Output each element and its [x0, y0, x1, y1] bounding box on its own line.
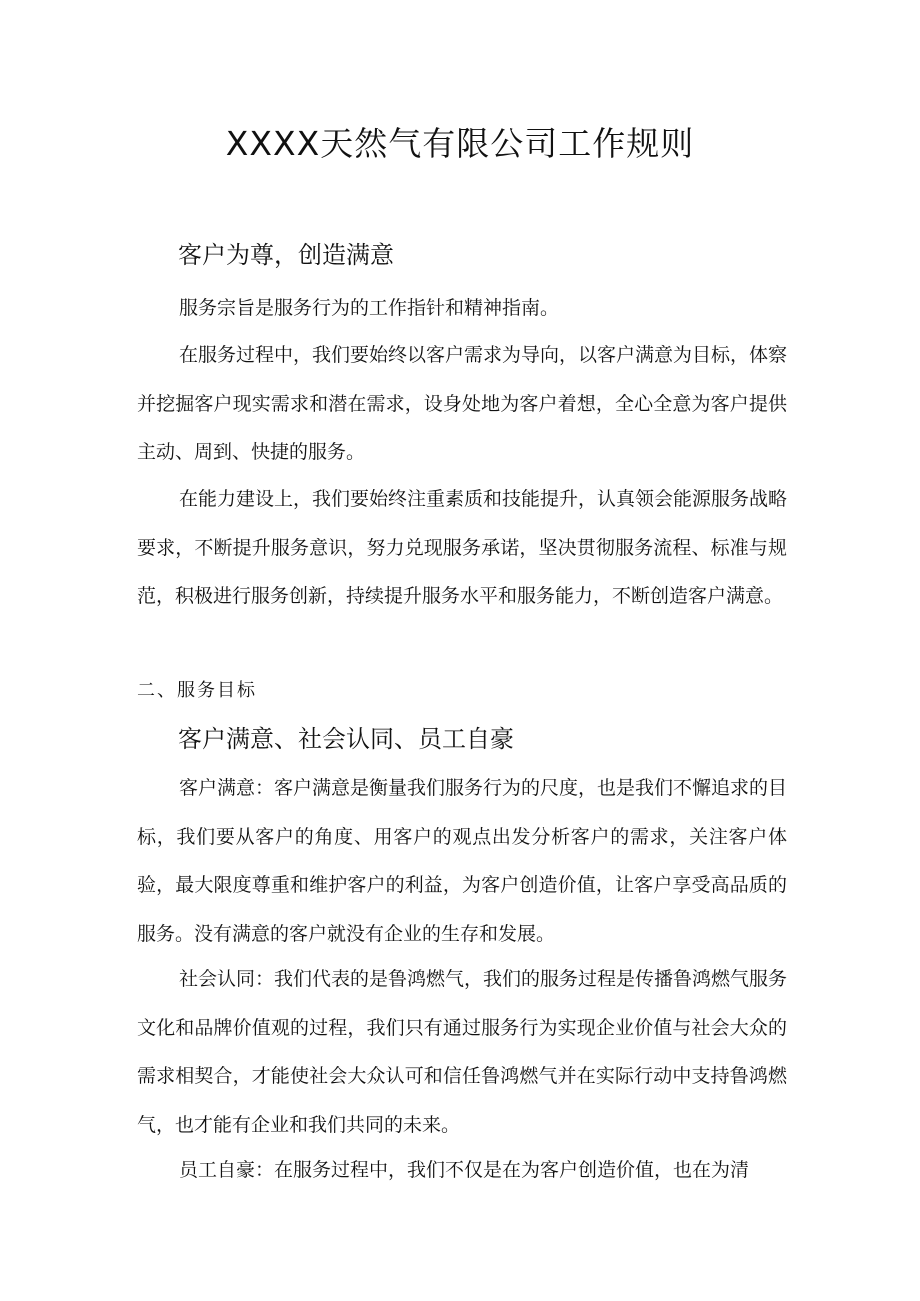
section-heading-service-goals: 二、服务目标	[137, 680, 257, 701]
document-title: XXXX天然气有限公司工作规则	[225, 124, 695, 163]
service-slogan: 客户为尊，创造满意	[178, 241, 394, 269]
paragraph-capability-building: 在能力建设上，我们要始终注重素质和技能提升，认真领会能源服务战略要求，不断提升服务意识，努力兑现服务承诺，坚决贯彻服务流程、标准与规范，积极进行服务创新，持续提升服务水平和服务能力，不断创造客户满意。	[137, 488, 788, 607]
paragraph-service-process: 在服务过程中，我们要始终以客户需求为导向，以客户满意为目标，体察并挖掘客户现实需求和潜在需求，设身处地为客户着想，全心全意为客户提供主动、周到、快捷的服务。	[137, 344, 788, 463]
paragraph-service-purpose: 服务宗旨是服务行为的工作指针和精神指南。	[179, 297, 560, 319]
goals-slogan: 客户满意、社会认同、员工自豪	[178, 725, 514, 753]
paragraph-customer-satisfaction: 客户满意：客户满意是衡量我们服务行为的尺度，也是我们不懈追求的目标，我们要从客户的角度、用客户的观点出发分析客户的需求，关注客户体验，最大限度尊重和维护客户的利益，为客户创造价值，让客户享受高品质的服务。没有满意的客户就没有企业的生存和发展。	[137, 777, 788, 945]
paragraph-social-recognition: 社会认同：我们代表的是鲁鸿燃气，我们的服务过程是传播鲁鸿燃气服务文化和品牌价值观的过程，我们只有通过服务行为实现企业价值与社会大众的需求相契合，才能使社会大众认可和信任鲁鸿燃气并在实际行动中支持鲁鸿燃气，也才能有企业和我们共同的未来。	[137, 968, 788, 1136]
paragraph-employee-pride: 员工自豪：在服务过程中，我们不仅是在为客户创造价值，也在为清	[179, 1159, 750, 1181]
